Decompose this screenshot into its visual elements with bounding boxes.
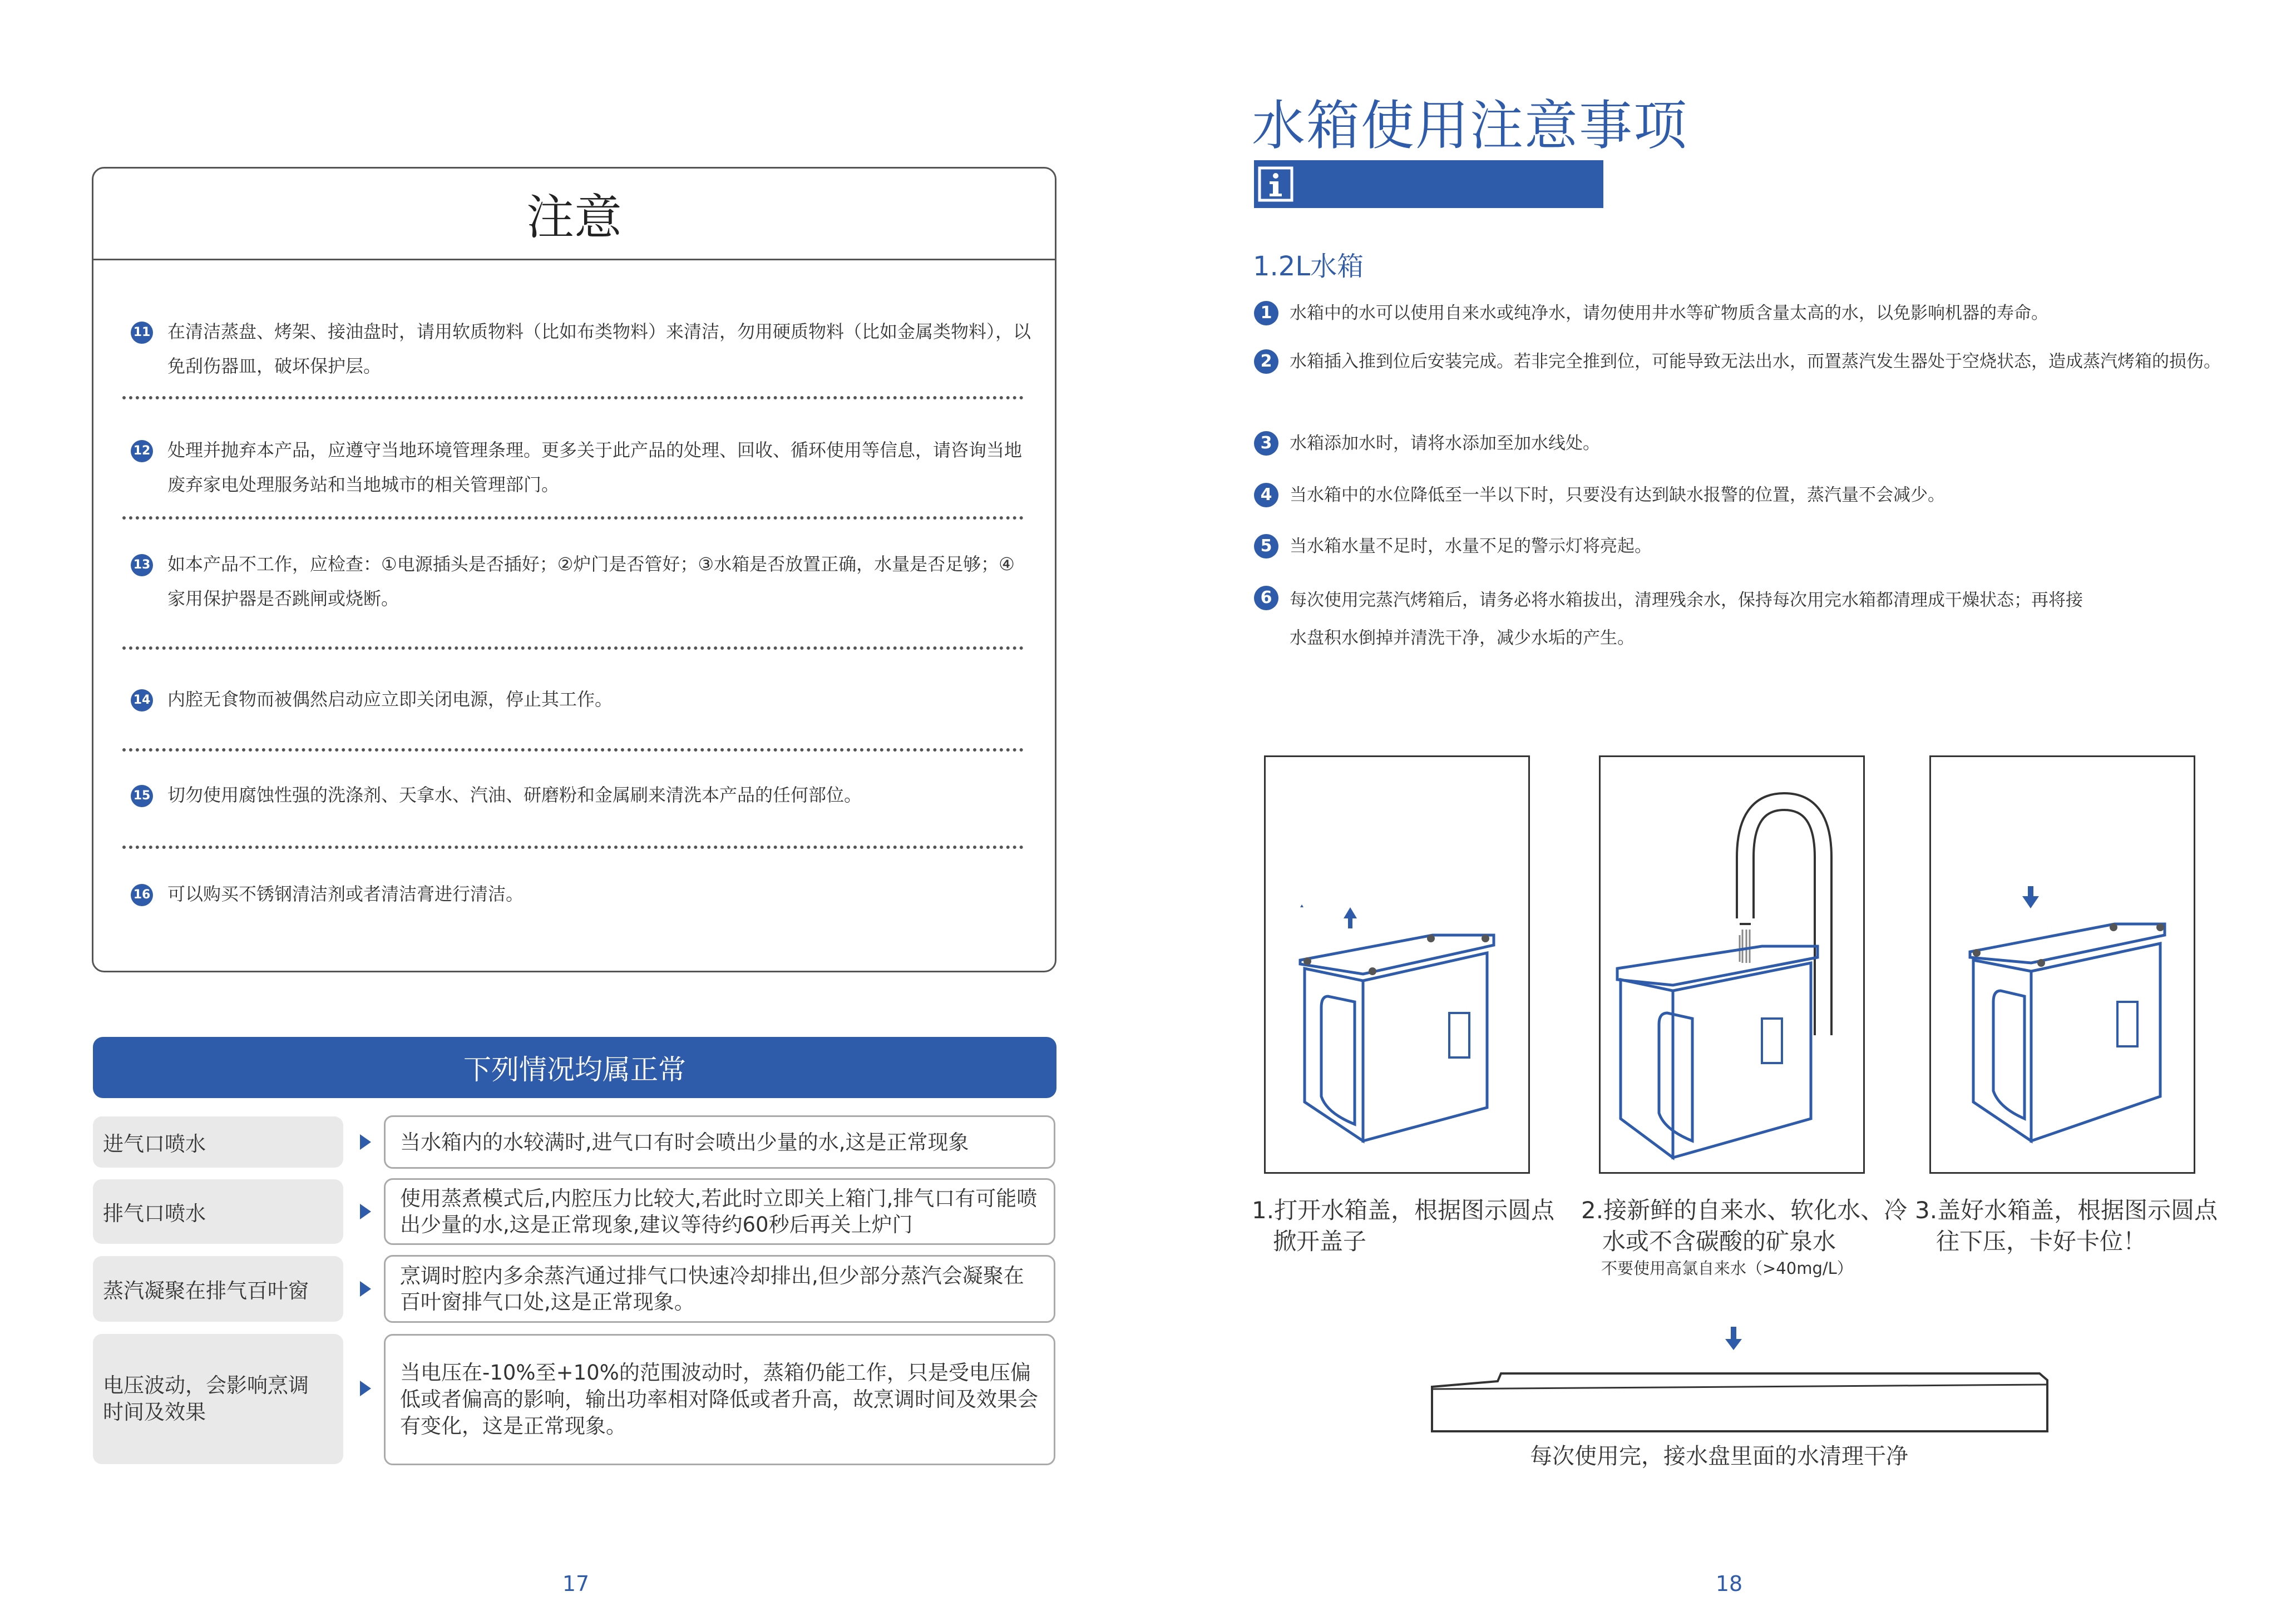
dotted-divider bbox=[122, 516, 1024, 520]
notice-title: 注意 bbox=[92, 167, 1056, 260]
instruction-text: 每次使用完蒸汽烤箱后，请务必将水箱拔出，清理残余水，保持每次用完水箱都清理成干燥状态；再将接水盘积水倒掉并清洗干净，减少水垢的产生。 bbox=[1290, 590, 2083, 648]
number-badge: 16 bbox=[131, 884, 153, 906]
dotted-divider bbox=[122, 646, 1024, 650]
notice-text: 处理并抛弃本产品，应遵守当地环境管理条理。更多关于此产品的处理、回收、循环使用等信息，请咨询当地废弃家电处理服务站和当地城市的相关管理部门。 bbox=[167, 439, 1023, 495]
notice-item bbox=[131, 314, 1032, 383]
caption-line: 往下压，卡好卡位！ bbox=[1936, 1228, 2147, 1255]
number-badge: 14 bbox=[131, 689, 153, 711]
condition-description: 使用蒸煮模式后,内腔压力比较大,若此时立即关上箱门,排气口有可能喷出少量的水,这是正常现象,建议等待约60秒后再关上炉门 bbox=[384, 1178, 1055, 1245]
number-badge: 12 bbox=[131, 440, 153, 462]
condition-label: 电压波动，会影响烹调时间及效果 bbox=[93, 1334, 343, 1464]
notice-item bbox=[131, 778, 1032, 812]
notice-text: 切勿使用腐蚀性强的洗涤剂、天拿水、汽油、研磨粉和金属刷来清洗本产品的任何部位。 bbox=[167, 784, 862, 805]
notice-text: 如本产品不工作，应检查：①电源插头是否插好；②炉门是否管好；③水箱是否放置正确，水量是否足够；④家用保护器是否跳闸或烧断。 bbox=[167, 553, 1015, 609]
arrow-right-icon bbox=[360, 1134, 371, 1150]
number-badge: 1 bbox=[1254, 301, 1278, 325]
step1-caption bbox=[1252, 1195, 1554, 1257]
drip-tray-illustration bbox=[1424, 1327, 2053, 1438]
subtitle: 1.2L水箱 bbox=[1253, 251, 1364, 282]
step2-caption bbox=[1581, 1195, 1907, 1279]
number-badge: 5 bbox=[1254, 534, 1278, 559]
caption-line: 1.打开水箱盖，根据图示圆点 bbox=[1252, 1197, 1555, 1224]
info-icon bbox=[1254, 160, 1298, 208]
instruction-item bbox=[1254, 530, 2228, 563]
water-tank-open-lid-illustration bbox=[1266, 757, 1528, 1172]
condition-label: 排气口喷水 bbox=[93, 1179, 343, 1244]
number-badge: 11 bbox=[131, 322, 153, 344]
instruction-item bbox=[1254, 427, 2228, 460]
caption-note: 不要使用高氯自来水（>40mg/L） bbox=[1601, 1259, 1853, 1278]
notice-text: 可以购买不锈钢清洁剂或者清洁膏进行清洁。 bbox=[167, 883, 524, 905]
page-number: 18 bbox=[1715, 1571, 1743, 1596]
dotted-divider bbox=[122, 748, 1024, 752]
step2-illustration bbox=[1599, 755, 1865, 1174]
water-tank-fill-illustration bbox=[1601, 757, 1863, 1172]
condition-label: 蒸汽凝聚在排气百叶窗 bbox=[93, 1256, 343, 1322]
arrow-down-icon bbox=[1731, 1327, 1736, 1339]
instruction-text: 当水箱中的水位降低至一半以下时，只要没有达到缺水报警的位置，蒸汽量不会减少。 bbox=[1290, 485, 1945, 505]
instruction-item bbox=[1254, 345, 2228, 378]
number-badge: 6 bbox=[1254, 586, 1278, 610]
caption-line: 水或不含碳酸的矿泉水 bbox=[1602, 1228, 1836, 1255]
number-badge: 3 bbox=[1254, 431, 1278, 456]
notice-item bbox=[131, 682, 1032, 716]
instruction-text: 水箱添加水时，请将水添加至加水线处。 bbox=[1290, 433, 1600, 453]
number-badge: 2 bbox=[1254, 349, 1278, 374]
condition-description: 烹调时腔内多余蒸汽通过排气口快速冷却排出,但少部分蒸汽会凝聚在百叶窗排气口处,这是正常现象。 bbox=[384, 1255, 1055, 1323]
arrow-right-icon bbox=[360, 1381, 371, 1396]
notice-text: 在清洁蒸盘、烤架、接油盘时，请用软质物料（比如布类物料）来清洁，勿用硬质物料（比如金属类物料），以免刮伤器皿，破坏保护层。 bbox=[167, 321, 1031, 377]
instruction-item bbox=[1254, 581, 2088, 657]
step3-illustration bbox=[1929, 755, 2195, 1174]
tray-caption: 每次使用完，接水盘里面的水清理干净 bbox=[1530, 1444, 1908, 1469]
arrow-right-icon bbox=[360, 1204, 371, 1219]
arrow-right-icon bbox=[360, 1281, 371, 1297]
title-bar bbox=[1254, 160, 1603, 208]
condition-description: 当电压在-10%至+10%的范围波动时，蒸箱仍能工作，只是受电压偏低或者偏高的影响，输出功率相对降低或者升高，故烹调时间及效果会有变化，这是正常现象。 bbox=[384, 1334, 1055, 1465]
instruction-text: 水箱插入推到位后安装完成。若非完全推到位，可能导致无法出水，而置蒸汽发生器处于空烧状态，造成蒸汽烤箱的损伤。 bbox=[1290, 352, 2221, 372]
notice-item bbox=[131, 433, 1032, 502]
step3-caption bbox=[1915, 1195, 2218, 1257]
page-title: 水箱使用注意事项 bbox=[1252, 95, 1688, 157]
notice-item bbox=[131, 877, 1032, 911]
caption-line: 掀开盖子 bbox=[1273, 1228, 1367, 1255]
notice-item bbox=[131, 547, 1032, 616]
number-badge: 13 bbox=[131, 554, 153, 576]
instruction-text: 当水箱水量不足时，水量不足的警示灯将亮起。 bbox=[1290, 536, 1652, 556]
number-badge: 4 bbox=[1254, 483, 1278, 507]
page-number: 17 bbox=[562, 1571, 590, 1596]
condition-description: 当水箱内的水较满时,进气口有时会喷出少量的水,这是正常现象 bbox=[384, 1115, 1055, 1169]
step1-illustration bbox=[1264, 755, 1530, 1174]
caption-line: 2.接新鲜的自来水、软化水、冷 bbox=[1581, 1197, 1908, 1224]
dotted-divider bbox=[122, 396, 1024, 399]
condition-label: 进气口喷水 bbox=[93, 1116, 343, 1168]
instruction-item bbox=[1254, 478, 2228, 512]
normal-situations-header: 下列情况均属正常 bbox=[93, 1037, 1056, 1098]
dotted-divider bbox=[122, 846, 1024, 849]
caption-line: 3.盖好水箱盖，根据图示圆点 bbox=[1915, 1197, 2218, 1224]
water-tank-close-lid-illustration bbox=[1931, 757, 2194, 1172]
number-badge: 15 bbox=[131, 785, 153, 807]
instruction-text: 水箱中的水可以使用自来水或纯净水，请勿使用井水等矿物质含量太高的水，以免影响机器的寿命。 bbox=[1290, 303, 2048, 323]
instruction-item bbox=[1254, 296, 2228, 330]
notice-text: 内腔无食物而被偶然启动应立即关闭电源，停止其工作。 bbox=[167, 689, 613, 710]
